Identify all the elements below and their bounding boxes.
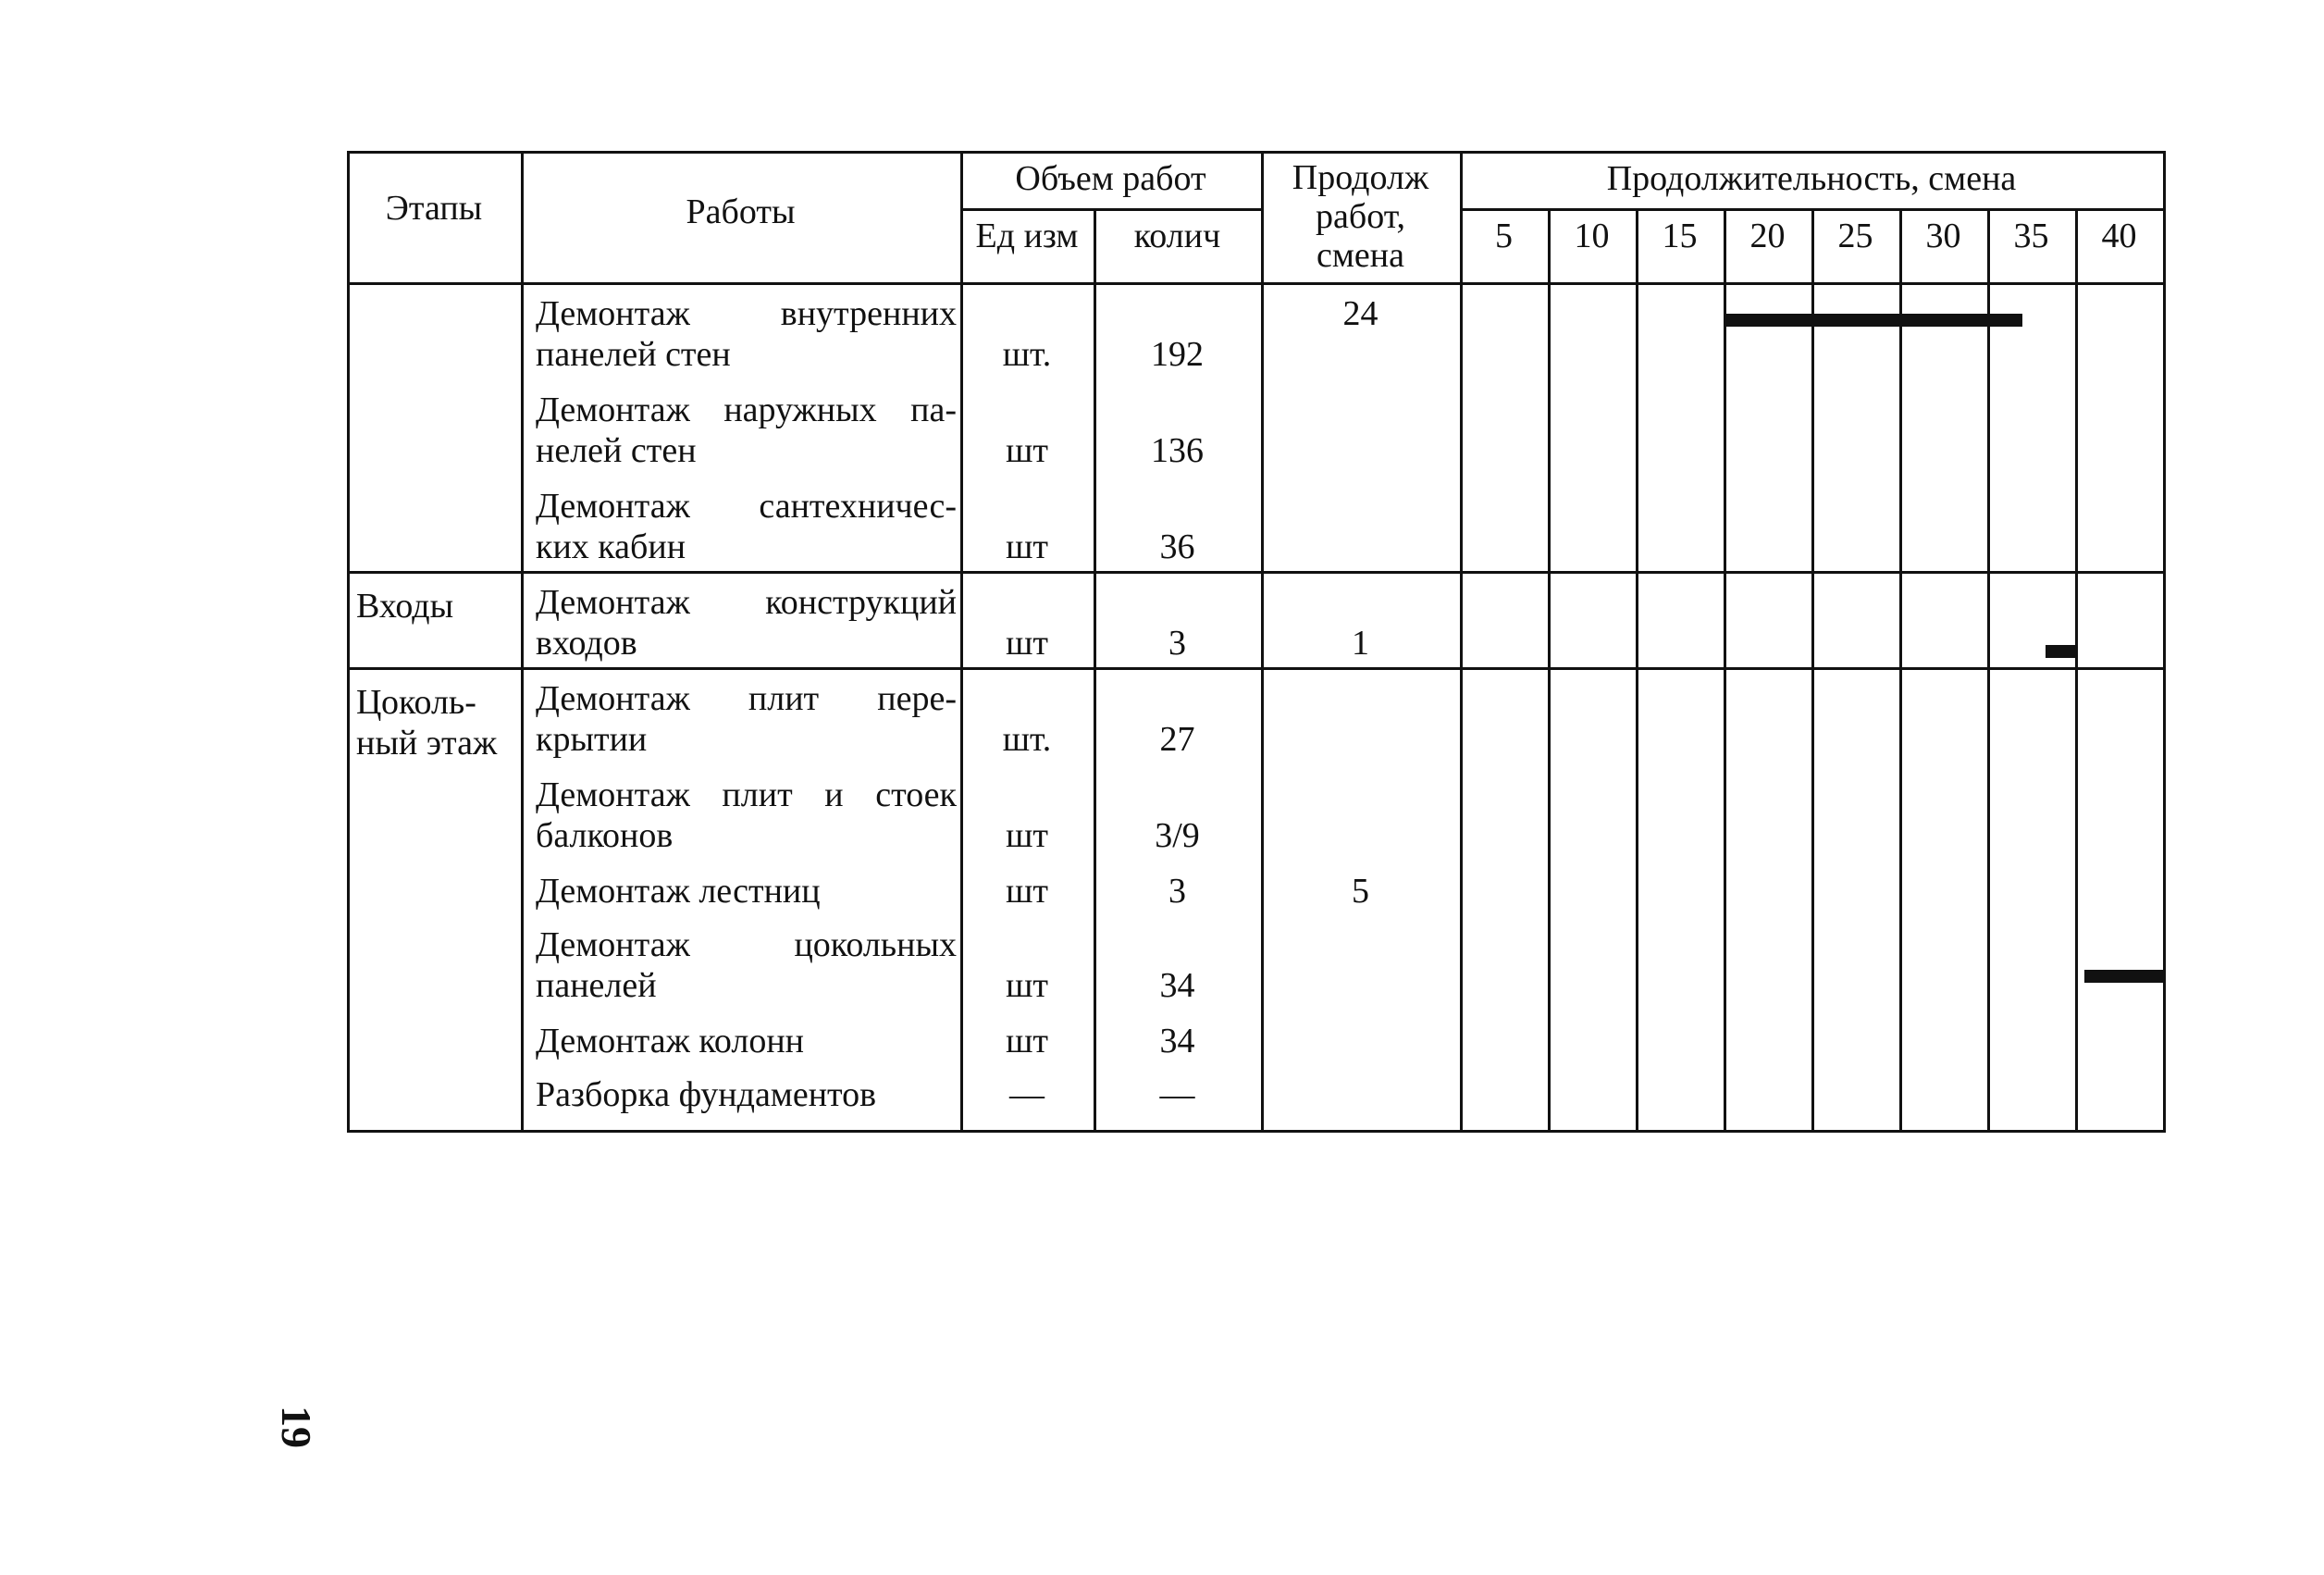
timeline-tick-label: 15 xyxy=(1662,217,1698,255)
stage-label-line: Цоколь- xyxy=(356,683,476,722)
page-number: 19 xyxy=(273,1406,320,1448)
work-name-line: нелей стен xyxy=(536,431,697,470)
work-name-line: Демонтаж наружных па- xyxy=(536,391,957,429)
work-name-line: входов xyxy=(536,624,637,663)
qty-cell: 34 xyxy=(1159,1022,1195,1060)
header-qty: колич xyxy=(1133,217,1221,255)
header-bottom-line xyxy=(347,282,2166,285)
work-name-line: Демонтаж сантехничес- xyxy=(536,487,957,526)
unit-cell: шт xyxy=(1006,624,1048,663)
duration-cell: 5 xyxy=(1352,872,1369,911)
unit-cell: шт. xyxy=(1002,335,1052,374)
timeline-tick-label: 20 xyxy=(1749,217,1786,255)
unit-cell: шт xyxy=(1006,872,1048,911)
grid-line xyxy=(1460,151,1463,1133)
work-name-line: панелей xyxy=(536,966,657,1005)
timeline-grid-line xyxy=(1724,208,1726,1133)
stage-label xyxy=(356,586,519,626)
work-name xyxy=(521,678,960,760)
timeline-grid-line xyxy=(1548,208,1551,1133)
work-name-line: крытии xyxy=(536,720,648,759)
work-name-line: Демонтаж колонн xyxy=(536,1022,804,1060)
gantt-bar xyxy=(2046,645,2075,658)
qty-cell: 3 xyxy=(1168,872,1186,911)
duration-cell: 24 xyxy=(1342,294,1378,333)
gantt-bar xyxy=(2084,970,2164,983)
stage-label-line: Входы xyxy=(356,587,454,626)
header-unit: Ед изм xyxy=(975,217,1079,255)
unit-cell: шт xyxy=(1006,527,1048,566)
qty-cell: 34 xyxy=(1159,966,1195,1005)
work-name-line: Разборка фундаментов xyxy=(536,1075,877,1114)
work-name-line: балконов xyxy=(536,816,674,855)
timeline-grid-line xyxy=(2075,208,2078,1133)
timeline-grid-line xyxy=(1899,208,1902,1133)
header-duration-line: работ, xyxy=(1316,197,1405,236)
header-duration-line: смена xyxy=(1317,236,1404,275)
stage-label-line: ный этаж xyxy=(356,724,498,763)
qty-cell: 136 xyxy=(1151,431,1204,470)
table-right-border xyxy=(2163,151,2166,1133)
work-name-line: Демонтаж лестниц xyxy=(536,872,821,911)
table-top-border xyxy=(347,151,2166,154)
header-sub-line xyxy=(960,208,1261,211)
header-timeline: Продолжительность, смена xyxy=(1606,159,2017,198)
work-name xyxy=(521,1021,960,1061)
grid-line xyxy=(1094,208,1096,1133)
work-name xyxy=(521,775,960,856)
qty-cell: 192 xyxy=(1151,335,1204,374)
duration-cell: 1 xyxy=(1352,624,1369,663)
qty-cell: 3 xyxy=(1168,624,1186,663)
header-works: Работы xyxy=(686,192,796,231)
work-name-line: ких кабин xyxy=(536,527,686,566)
unit-cell: шт xyxy=(1006,431,1048,470)
timeline-tick-label: 10 xyxy=(1574,217,1610,255)
grid-line xyxy=(1261,151,1264,1133)
unit-cell: шт. xyxy=(1002,720,1052,759)
group-separator xyxy=(347,667,2166,670)
header-duration-line: Продолж xyxy=(1292,158,1429,197)
timeline-tick-label: 25 xyxy=(1837,217,1873,255)
unit-cell: — xyxy=(1009,1075,1045,1114)
timeline-tick-label: 5 xyxy=(1495,217,1513,255)
gantt-bar xyxy=(1724,314,2022,327)
grid-line xyxy=(960,151,963,1133)
timeline-grid-line xyxy=(1987,208,1990,1133)
work-name xyxy=(521,293,960,375)
qty-cell: — xyxy=(1159,1075,1195,1114)
work-name-line: Демонтаж плит пере- xyxy=(536,679,957,718)
timeline-grid-line xyxy=(1811,208,1814,1133)
table-bottom-border xyxy=(347,1130,2166,1133)
unit-cell: шт xyxy=(1006,1022,1048,1060)
stage-label xyxy=(356,682,519,763)
work-name-line: Демонтаж конструкций xyxy=(536,583,957,622)
timeline-grid-line xyxy=(1636,208,1638,1133)
work-name xyxy=(521,924,960,1006)
work-name xyxy=(521,871,960,912)
timeline-tick-label: 30 xyxy=(1925,217,1961,255)
header-volume: Объем работ xyxy=(1015,159,1206,198)
work-name xyxy=(521,390,960,471)
work-name xyxy=(521,582,960,663)
qty-cell: 27 xyxy=(1159,720,1195,759)
table-left-border xyxy=(347,151,350,1133)
unit-cell: шт xyxy=(1006,966,1048,1005)
grid-line xyxy=(521,151,524,1133)
work-name xyxy=(521,486,960,567)
qty-cell: 36 xyxy=(1159,527,1195,566)
timeline-tick-label: 35 xyxy=(2013,217,2049,255)
unit-cell: шт xyxy=(1006,816,1048,855)
group-separator xyxy=(347,571,2166,574)
work-name-line: Демонтаж внутренних xyxy=(536,294,957,333)
header-duration xyxy=(1261,158,1460,275)
work-name-line: Демонтаж цокольных xyxy=(536,925,957,964)
timeline-tick-label: 40 xyxy=(2101,217,2137,255)
qty-cell: 3/9 xyxy=(1155,816,1200,855)
work-name-line: панелей стен xyxy=(536,335,731,374)
work-name-line: Демонтаж плит и стоек xyxy=(536,775,957,814)
header-stages: Этапы xyxy=(385,189,483,228)
work-name xyxy=(521,1074,960,1115)
